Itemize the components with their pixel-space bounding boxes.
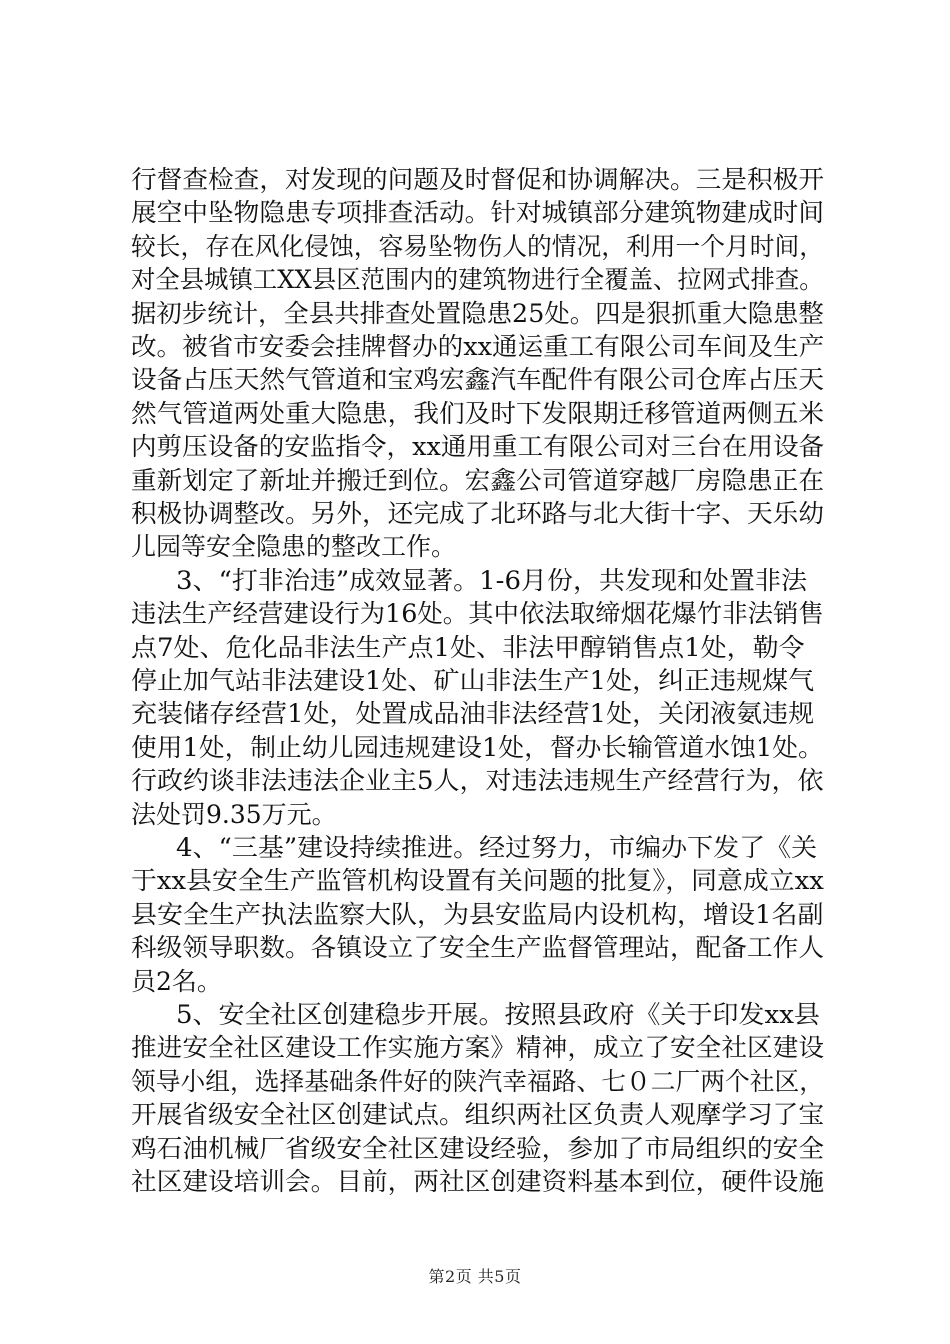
page-footer: 第2页 共5页 [428,1267,522,1286]
text-line: 县安全生产执法监察大队，为县安监局内设机构，增设1名副 [131,899,824,929]
text-line: 停止加气站非法建设1处、矿山非法生产1处，纠正违规煤气 [131,666,815,695]
text-line: 法处罚9.35万元。 [131,799,337,829]
text-line: 科级领导职数。各镇设立了安全生产监督管理站，配备工作人 [131,933,825,963]
text-line: 然气管道两处重大隐患，我们及时下发限期迁移管道两侧五米 [131,398,825,428]
text-line: 使用1处，制止幼儿园违规建设1处，督办长输管道水蚀1处。 [131,732,824,762]
text-line: 设备占压天然气管道和宝鸡宏鑫汽车配件有限公司仓库占压天 [131,365,825,395]
text-line: 较长，存在风化侵蚀，容易坠物伤人的情况，利用一个月时间， [131,231,825,261]
text-line: 对全县城镇工XX县区范围内的建筑物进行全覆盖、拉网式排查。 [131,265,824,295]
text-line: 内剪压设备的安监指令，xx通用重工有限公司对三台在用设备 [131,432,825,462]
text-line: 违法生产经营建设行为16处。其中依法取缔烟花爆竹非法销售 [131,599,824,629]
text-line: 改。被省市安委会挂牌督办的xx通运重工有限公司车间及生产 [131,332,825,361]
text-line: 员2名。 [131,966,222,996]
text-line: 于xx县安全生产监管机构设置有关问题的批复》，同意成立xx [131,866,824,896]
paragraph-3-first-line: 3、“打非治违”成效显著。1-6月份，共发现和处置非法 [176,565,808,595]
text-line: 儿园等安全隐患的整改工作。 [131,532,457,562]
paragraph-4-first-line: 4、“三基”建设持续推进。经过努力，市编办下发了《关 [176,833,818,862]
paragraph-5-first-line: 5、安全社区创建稳步开展。按照县政府《关于印发xx县 [176,1000,820,1029]
text-line: 据初步统计，全县共排查处置隐患25处。四是狠抓重大隐患整 [131,298,824,328]
text-line: 推进安全社区建设工作实施方案》精神，成立了安全社区建设 [131,1033,825,1063]
text-line: 重新划定了新址并搬迁到位。宏鑫公司管道穿越厂房隐患正在 [131,465,825,495]
text-line: 展空中坠物隐患专项排查活动。针对城镇部分建筑物建成时间 [131,198,825,228]
text-line: 行政约谈非法违法企业主5人，对违法违规生产经营行为，依 [131,766,824,796]
text-line: 点7处、危化品非法生产点1处、非法甲醇销售点1处，勒令 [131,632,805,662]
text-line: 领导小组，选择基础条件好的陕汽幸福路、七０二厂两个社区， [131,1066,825,1096]
text-line: 鸡石油机械厂省级安全社区建设经验，参加了市局组织的安全 [131,1133,825,1163]
text-line: 行督查检查，对发现的问题及时督促和协调解决。三是积极开 [131,165,825,194]
text-line: 充装储存经营1处，处置成品油非法经营1处，关闭液氨违规 [131,699,815,729]
text-line: 开展省级安全社区创建试点。组织两社区负责人观摩学习了宝 [131,1100,825,1130]
text-line: 社区建设培训会。目前，两社区创建资料基本到位，硬件设施 [131,1167,825,1196]
text-line: 积极协调整改。另外，还完成了北环路与北大街十字、天乐幼 [131,499,825,528]
